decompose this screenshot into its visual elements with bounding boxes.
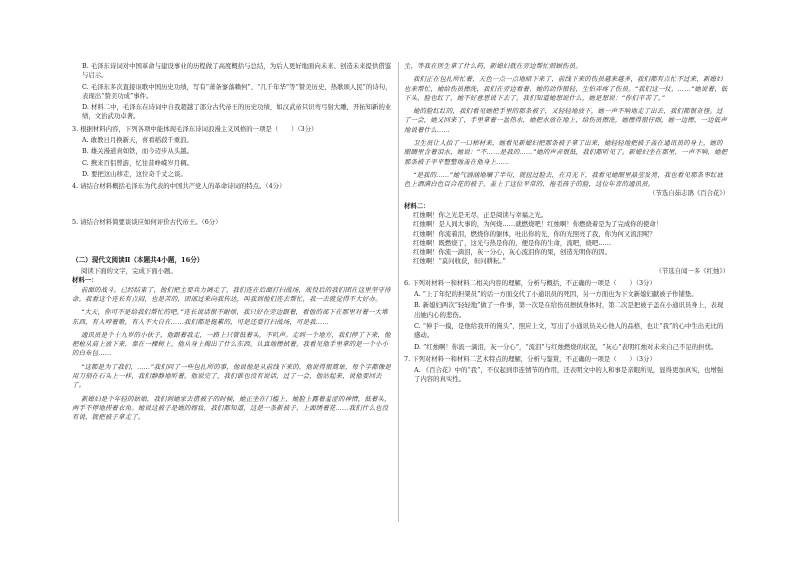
poem-line: 红烛啊！你流一滴泪，灰一分心，灰心流泪你的果，创造光明你的因。 xyxy=(412,248,612,257)
poem-line: 红烛啊！你之光是无尽，正是阅读与幸福之光。 xyxy=(412,210,548,219)
source-note-2: （节选自闻一多《红烛》） xyxy=(655,266,729,275)
right-column xyxy=(404,62,729,387)
q3-option-d: D. 要把这山移走，这位奇千丈之谈。 xyxy=(82,169,187,178)
question-5-stem: 5. 请结合材料简要谈谈应如何评价古代帝王。（6分） xyxy=(72,218,222,227)
passage-paragraph: 前面的战斗，已经结束了，他们把主要兵力调走了，我们连在后面打扫战场，战役后的我们团在这里坚守待命。我看这个连长有点闷，也是苦的，团部过来向我传达，叫我到他们连去帮忙，我一去就觉得不大好办。 xyxy=(72,285,391,304)
passage-paragraph: 生，等我在医生拿了什么药，新媳妇就在旁边帮忙照顾伤员。 xyxy=(404,62,582,70)
q3-option-a: A. 敢教日月换新天，喜看稻菽千重浪。 xyxy=(82,135,193,144)
q6-option-a: A. “上了年纪的担架员”的话一方面交代了小通讯员的死因，另一方面也为下文新媳妇献被子作铺垫。 xyxy=(414,290,698,299)
question-4-stem: 4. 请结合材料概括毛泽东为代表的中国共产党人的革命诗词的特点。（4分） xyxy=(72,182,286,191)
answer-space-q5 xyxy=(72,230,394,252)
option-c: C. 毛泽东多次直接讴歌中国历史功绩，写有“萧条寥落赖何”、“几千年华”等“赞美历史、热歌颂人民”的诗句，表现出“赞美功成”事件。 xyxy=(82,82,392,100)
answer-space-q4 xyxy=(72,193,394,215)
poem-line: 红烛啊！既燃烧了，这光与热是你的，便是你的生命，流吧，烧吧…… xyxy=(412,238,612,247)
source-note-1: （节选自茹志鹃《百合花》） xyxy=(649,189,729,198)
option-d: D. 材料二中，毛泽东在诗词中自我超越了部分古代帝王的历史功绩，如汉武帝只识弯弓射大雕，开拓知新的业绩，文治武功卓著。 xyxy=(82,103,392,121)
passage-paragraph: “是我的……”她气汹汹地嚷了半句，就扭过脸去，在月光下，我看见她眼里晶莹发亮，我也看见那条枣红底色上洒满白色百合花的被子，盖上了这位平常的、拖毛孩子的脸，这位年青的通讯员。 xyxy=(404,170,724,189)
q3-option-b: B. 雄关漫道真如铁，而今迈步从头越。 xyxy=(82,147,194,156)
q7-option-a: A. 《百合花》中的“我”，不仅起到串连情节的作用，还表明文中的人和事是亲眼所见，显得更加真实，也增强了内容的真实性。 xyxy=(414,366,724,384)
section-intro: 阅读下面的文字，完成下面小题。 xyxy=(80,267,177,276)
column-divider xyxy=(398,62,399,522)
passage-paragraph: 我们正在包扎所忙着，天色一点一点地暗下来了，前线下来的伤员越来越多，我们都有点忙不过来，新媳妇也来帮忙，她给伤员擦洗，我们在旁边看着，她的动作很轻，生怕弄疼了伤员。“我们这一仗，……”她说着，低下头，脸也红了，她不好意思说下去了。我们知道她想说什么，她是想说：“你们辛苦了。” xyxy=(404,75,728,102)
left-column xyxy=(72,62,394,422)
question-3-stem: 3. 根据材料内容，下列各项中能体现毛泽东诗词浪漫主义风格的一项是（ ）（3分） xyxy=(72,124,318,133)
passage-paragraph: 卫生员让人抬了一口棺材来，她看见新媳妇把那条被子拿了出来，她轻轻地把被子盖在通讯员的身上，她的眼睛里含着泪水，她说：“不……是我的……”她的声音很低，我们都听见了。新媳妇坐在那里，一声不响，她把那条被子平平整整地盖在他身上…… xyxy=(404,138,728,166)
poem-line: 红烛啊！“莫问收获，但问耕耘。” xyxy=(412,257,506,266)
section-title: （二）现代文阅读Ⅱ（本题共4小题，16分） xyxy=(72,255,204,264)
material-2-label: 材料二： xyxy=(404,201,430,210)
passage-paragraph: “这都是为了我们，……”我们问了一些包扎所的事，他说他是从前线下来的，他说得很简单，每个字都像是用刀刻在石头上一样，我们静静地听着。他说完了，我们谁也没有说话，过了一会，他站起来，说他要回去了。 xyxy=(72,362,392,390)
poem-line: 红烛啊！是人间大事的，为何烧……就燃烧吧！红烛啊！你燃烧着是为了完成你的使命！ xyxy=(412,220,663,229)
q6-option-b: B. 新媳妇两次“轻轻地”做了一件事，第一次是在给伤员擦拭身体时，第二次是把被子盖在小通讯员身上，表现出她内心的悲伤。 xyxy=(414,301,724,319)
q6-option-c: C. “伸手一摸，是他给我开的馒头”，照应上文，写出了小通讯员关心他人的品格，也让“我”的心中生出无比的感动。 xyxy=(414,322,724,340)
option-b: B. 毛泽东诗词对中国革命与建设事业的历程做了高度概括与总结，为后人更好地面向未来、创造未来提供借鉴与启示。 xyxy=(82,62,392,80)
q6-option-d: D. “红烛啊！你流一滴泪，灰一分心”，“流泪”与红烛燃烧的状况，“灰心”表明红烛对未来自己不足的担忧。 xyxy=(414,342,718,351)
passage-paragraph: 她的脸红红的，我们看见她把手里的那条被子，又轻轻地放下，她一声不响地走了出去，我们都很奇怪。过了一会，她又回来了，手里拿着一盆热水，她把水放在地上，给伤员擦洗，她擦得很仔细，她一边擦，一边低声地说着什么…… xyxy=(404,107,727,134)
poem-line: 红烛啊！你流着泪，燃烧你的躯体，吐出你的光，你的光照亮了我，你为何又流泪呢？ xyxy=(412,229,656,238)
q3-option-c: C. 携来百侣曾游，忆往昔峥嵘岁月稠。 xyxy=(82,158,193,167)
passage-paragraph: 通讯员是个十九岁的小伙子，他跟着我走，一路上只管低着头，不吭声。走到一个地方，我们停了下来，他把枪从肩上放下来，靠在一棵树上，他从身上掏出了什么东西，认真地擦拭着，我看见他手里拿的是一个小小的白布包…… xyxy=(72,330,391,358)
material-1-label: 材料一： xyxy=(72,276,98,285)
question-7-stem: 7. 下列对材料一和材料二艺术特点的理解，分析与鉴赏，不正确的一项是（ ）（3分） xyxy=(404,354,656,363)
passage-paragraph: “大天，你可不是给我们帮忙的吧，”连长说话很不耐烦，我只好在旁边跟着，看他的部下在那里对着一大堆东西，有人哼着歌，有人不大自在……我们都是挺累的，可是还要打扫战场，可是我…… xyxy=(72,308,388,326)
passage-paragraph: 新媳妇是个年轻的姑娘，我们到她家去借被子的时候，她正坐在门槛上，她脸上露着羞涩的神情，低着头，两手不停地搓着衣角。她说这被子是她的嫁妆，我们都知道，这是一条新被子，上面绣着花……我们什么也没有说，就把被子拿走了。 xyxy=(72,394,391,422)
question-6-stem: 6. 下列对材料一和材料二相关内容的理解，分析与概括，不正确的一项是（ ）（3分） xyxy=(404,278,656,287)
